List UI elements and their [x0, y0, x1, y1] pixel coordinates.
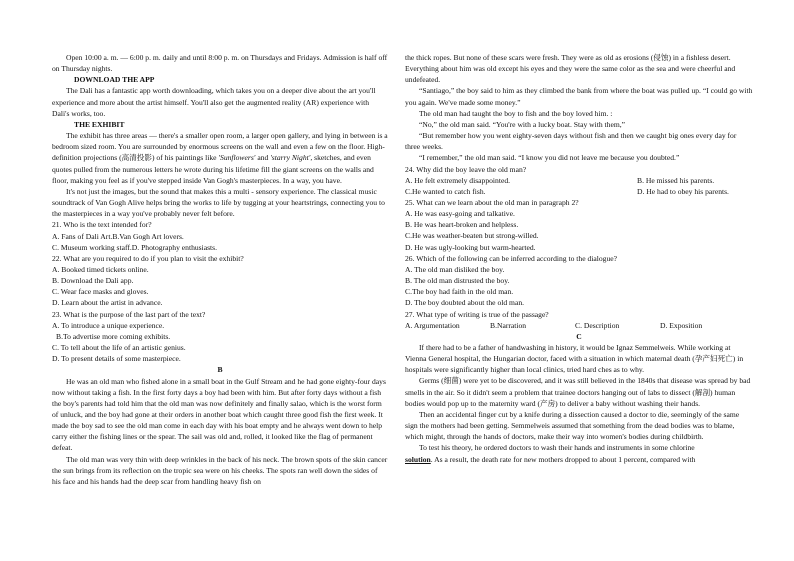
q25-option-d: D. He was ugly-looking but warm-hearted.	[405, 242, 536, 252]
taught-paragraph: The old man had taught the boy to fish and the boy loved him. :	[419, 108, 613, 118]
c-paragraph-4	[405, 442, 753, 464]
q27-option-d: D. Exposition	[660, 320, 703, 330]
exhibit-and: and	[255, 153, 271, 163]
c-paragraph-4-text-b: . As a result, the death rate for new mothers dropped to about 1 percent, compared with	[430, 454, 696, 464]
continued-paragraph: the thick ropes. But none of these scars were fresh. They were as old as erosions (侵蚀) in a fishless desert. Everything about him was old except his eyes and they were the same color as the sea and were cheerful and undefeated.	[405, 53, 736, 85]
question-24: 24. Why did the boy leave the old man?	[405, 164, 527, 174]
left-column	[52, 52, 388, 487]
solution-word: solution	[405, 454, 431, 464]
question-26: 26. Which of the following can be inferred according to the dialogue?	[405, 253, 617, 263]
q24-options-row-1	[405, 175, 753, 186]
exhibit-heading: THE EXHIBIT	[74, 119, 125, 129]
b-paragraph-2: The old man was very thin with deep wrinkles in the back of his neck. The brown spots of the skin cancer the sun brings from its reflection on the tropic sea were on his cheeks. The spots ran well down the sides of his face and his hands had the deep scar from handling heavy fish on	[52, 454, 388, 486]
q26-option-d: D. The boy doubted about the old man.	[405, 298, 525, 308]
question-27: 27. What type of writing is true of the passage?	[405, 309, 549, 319]
q24-options-row-2	[405, 186, 753, 197]
no-paragraph: “No,” the old man said. “You're with a lucky boat. Stay with them,”	[419, 119, 626, 129]
b-paragraph-1: He was an old man who fished alone in a small boat in the Gulf Stream and he had gone eighty-four days now without taking a fish. In the first forty days a boy had been with him. But after forty days without a fish the boy's parents had told him that the old man was now definitely and finally salao, which is the worst form of unluck, and the boy had gone at their orders in another boat which caught three good fish the first week. It made the boy sad to see the old man come in each day with his boat empty and he always went down to help carry either the fishing lines or the spear. The sail was old and, rolled, it looked like the flag of permanent defeat.	[52, 376, 386, 453]
starry-night-title: 'starry Night'	[270, 153, 311, 163]
q24-option-b: B. He missed his parents.	[637, 175, 715, 185]
c-paragraph-3: Then an accidental finger cut by a knife during a dissection caused a doctor to die, seemingly of the same sign the mothers had been getting. Semmelweis assumed that something from the dead bodies was to blame, which might, through the hands of doctors, make their way into women's bodies during childbirth.	[405, 409, 740, 442]
q23-option-d: D. To present details of some masterpiece.	[52, 354, 181, 364]
c-paragraph-2: Germs (细菌) were yet to be discovered, and it was still believed in the 1840s that disease was spread by bad smells in the air. So it didn't seem a problem that trainee doctors hanging out of labs to dissect (解剖) human bodies would pop up to the maternity ward (产房) to deliver a baby without washing their hands.	[405, 376, 751, 408]
q23-option-c: C. To tell about the life of an artistic genius.	[52, 343, 186, 353]
question-23: 23. What is the purpose of the last part of the text?	[52, 309, 206, 319]
question-25: 25. What can we learn about the old man in paragraph 2?	[405, 198, 579, 207]
q27-options	[405, 320, 753, 331]
c-paragraph-4-text-a: To test his theory, he ordered doctors to wash their hands and instruments in some chlorine	[419, 443, 695, 453]
download-heading: DOWNLOAD THE APP	[74, 75, 155, 85]
q27-option-b: B.Narration	[490, 320, 527, 330]
remember-paragraph: “But remember how you went eighty-seven days without fish and then we caught big ones every day for three weeks.	[405, 131, 737, 152]
hours-paragraph: Open 10:00 a. m. — 6:00 p. m. daily and until 8:00 p. m. on Thursdays and Fridays. Admission is half off on Thursday nights.	[52, 53, 388, 74]
q25-option-a: A. He was easy-going and talkative.	[405, 209, 515, 219]
sunflowers-title: 'Sunflowers'	[218, 153, 256, 163]
santiago-paragraph: “Santiago,” the boy said to him as they climbed the bank from where the boat was pulled up. “I could go with you again. We've made some money.”	[405, 86, 753, 107]
q22-option-b: B. Download the Dali app.	[52, 276, 134, 286]
remember-2-paragraph: “I remember,” the old man said. “I know you did not leave me because you doubted.”	[419, 153, 680, 163]
sound-paragraph: It's not just the images, but the sound that makes this a multi - sensory experience. The classical music soundtrack of Van Gogh Alive helps bring the works to life by tugging at your heartstrings, connecting you to the masterpieces in a way you've probably never felt before.	[52, 186, 385, 219]
q24-option-a: A. He felt extremely disappointed.	[405, 175, 511, 185]
q21-options-cd: C. Museum working staff.D. Photography enthusiasts.	[52, 242, 218, 252]
q21-options-ab: A. Fans of Dali Art.B.Van Gogh Art lovers.	[52, 231, 184, 241]
q26-option-a: A. The old man disliked the boy.	[405, 264, 505, 274]
question-22: 22. What are you required to do if you plan to visit the exhibit?	[52, 253, 244, 263]
exhibit-text-b: , sketches, and even quotes pulled from the numerous letters he wrote during his lifetime fill the giant screens on the walls and floor, making you feel as if you've stepped inside Van Gogh's masterpieces. In a way, you have.	[52, 153, 374, 185]
q27-option-c: C. Description	[575, 320, 620, 330]
q25-option-b: B. He was heart-broken and helpless.	[405, 220, 519, 230]
q25-option-c: C.He was weather-beaten but strong-willed.	[405, 231, 539, 241]
q22-option-a: A. Booked timed tickets online.	[52, 264, 149, 274]
q23-option-a: A. To introduce a unique experience.	[52, 320, 165, 330]
download-paragraph: The Dali has a fantastic app worth downloading, which takes you on a deeper dive about the art you'll experience and more about the artist himself. You'll also get the augmented reality (AR) experience with Dali's works, too.	[52, 86, 376, 118]
exhibit-paragraph	[52, 130, 388, 186]
q24-option-c: C.He wanted to catch fish.	[405, 186, 486, 196]
q24-option-d: D. He had to obey his parents.	[637, 186, 729, 196]
section-c-heading: C	[576, 331, 582, 341]
q23-option-b: B.To advertise more coming exhibits.	[56, 331, 171, 341]
right-column	[405, 52, 753, 465]
q26-option-c: C.The boy had faith in the old man.	[405, 287, 514, 297]
section-b-heading: B	[217, 365, 223, 375]
exhibit-text-a: The exhibit has three areas — there's a smaller open room, a larger open gallery, and lying in between is a bedroom sized room. You are surrounded by enormous screens on the wall and even a few on the floor. High-definition projections (高清投影) of his paintings like	[52, 131, 388, 163]
q22-option-d: D. Learn about the artist in advance.	[52, 298, 163, 308]
q27-option-a: A. Argumentation	[405, 320, 460, 330]
q26-option-b: B. The old man distrusted the boy.	[405, 276, 510, 286]
q22-option-c: C. Wear face masks and gloves.	[52, 287, 149, 297]
question-21: 21. Who is the text intended for?	[52, 220, 152, 230]
c-paragraph-1: If there had to be a father of handwashing in history, it would be Ignaz Semmelweis. While working at Vienna General hospital, the Hungarian doctor, faced with a situation in which maternal death (孕产妇死亡) in hospitals were significantly higher than local clinics, tried hard ches as to why.	[405, 343, 744, 375]
